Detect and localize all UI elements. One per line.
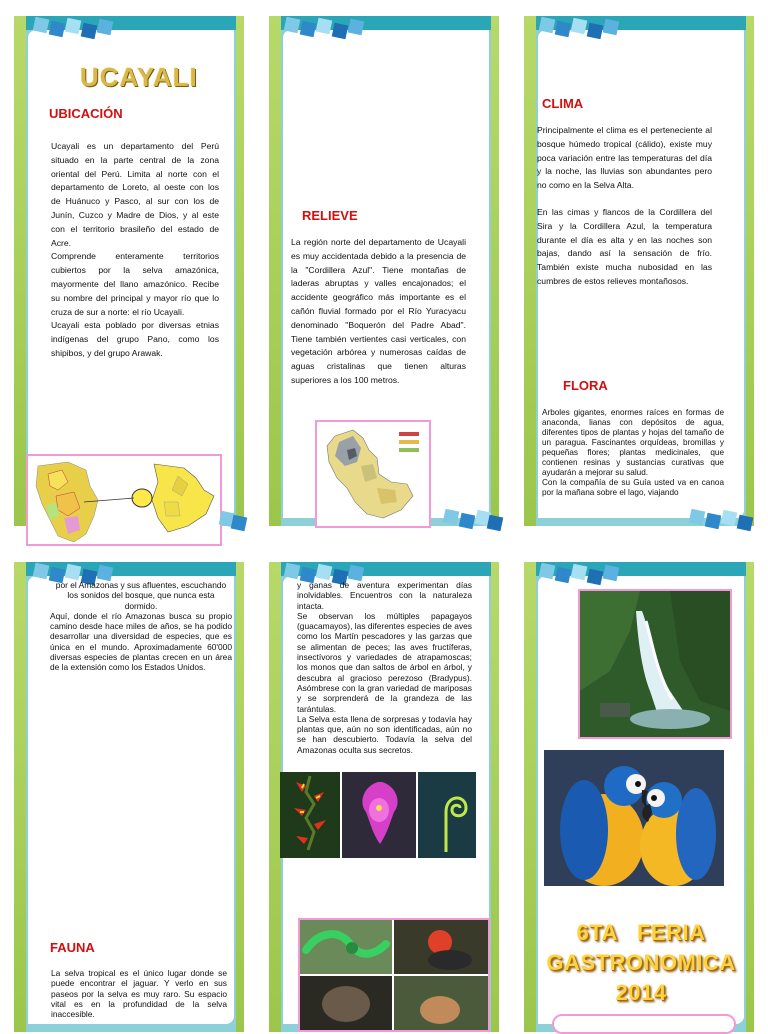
deco-square [459, 513, 476, 530]
deco-square [348, 565, 365, 582]
relieve-text [291, 236, 466, 388]
deco-square [65, 564, 82, 581]
macaw-icon [544, 750, 724, 886]
amazonas-text [50, 580, 232, 673]
deco-square [284, 563, 301, 580]
snakes-birds-photo [298, 918, 490, 1032]
flora-text [542, 408, 724, 498]
deco-square [571, 564, 588, 581]
deco-square [539, 17, 556, 34]
clima-paragraph-1: Principalmente el clima es el perteneciente al bosque húmedo tropical (cálido), existe muy poca variación entre las temperaturas del día y la noche, las lluvias son abundantes pero no como en la Selva Alta. [537, 125, 712, 191]
deco-square [97, 565, 114, 582]
green-side-bar [14, 16, 26, 526]
deco-square [316, 18, 333, 35]
deco-square [737, 515, 754, 532]
map-peru-icon [28, 456, 220, 544]
ubicacion-paragraph-2: Comprende enteramente territorios cubiertos por la selva amazónica, mayormente del llano amazónico. Recibe su nombre del principal y mayor río que lo cruza de sur a norte: el río Ucayali. [51, 251, 219, 317]
deco-square [555, 567, 572, 584]
clima-paragraph-2: En las cimas y flancos de la Cordillera del Sira y la Cordillera Azul, la temperatura durante el día es alta y en las noches son bajas, dando así la sensación de frío. También existe mucha nubosidad en las cumbres de estos relieves montañosos. [537, 206, 712, 286]
deco-square [705, 513, 722, 530]
fauna-heading: FAUNA [50, 940, 95, 955]
deco-square [487, 515, 504, 532]
deco-square [33, 563, 50, 580]
amazonas-paragraph-1: por el Amazonas y sus afluentes, escuchando los sonidos del bosque, que nunca esta dormido. [55, 580, 227, 611]
green-side-bar-right [491, 16, 499, 526]
feria-line-2: GASTRONOMICA [546, 950, 736, 975]
deco-square [97, 19, 114, 36]
clima-heading: CLIMA [542, 96, 584, 111]
flowers-photo-strip [280, 772, 476, 858]
deco-square [689, 509, 706, 526]
deco-square [33, 17, 50, 34]
green-side-bar [524, 562, 536, 1032]
aves-text [297, 580, 472, 755]
wildlife-photo-icon [300, 920, 488, 1030]
green-side-bar [524, 16, 536, 526]
deco-square [603, 565, 620, 582]
waterfall-icon [580, 591, 730, 737]
deco-square [443, 509, 460, 526]
deco-square [539, 563, 556, 580]
fauna-paragraph: La selva tropical es el único lugar donde se puede encontrar el jaguar. Y verlo en sus paseos por la selva es muy raro. Su espacio vital es en la profundidad de la selva inaccesible. [51, 968, 227, 1020]
deco-square [231, 515, 248, 532]
deco-square [316, 564, 333, 581]
waterfall-photo [578, 589, 732, 739]
relieve-heading: RELIEVE [302, 208, 358, 223]
ubicacion-heading: UBICACIÓN [49, 106, 123, 121]
page-title: UCAYALI [80, 62, 198, 92]
green-side-bar-right [746, 562, 754, 1032]
macaws-photo [544, 750, 724, 886]
map-peru-image [26, 454, 222, 546]
green-side-bar-right [236, 562, 244, 1032]
deco-square [284, 17, 301, 34]
green-side-bar [14, 562, 26, 1032]
feria-title [546, 918, 736, 1008]
deco-square [300, 21, 317, 38]
fauna-text [51, 968, 227, 1019]
relief-map-icon [317, 422, 429, 526]
ubicacion-paragraph-3: Ucayali esta poblado por diversas etnias indígenas del grupo Pano, como los shipibos, y del grupo Arawak. [51, 320, 219, 358]
bottom-pink-frame [552, 1014, 736, 1034]
green-side-bar-right [491, 562, 499, 1032]
relieve-map-image [315, 420, 431, 528]
deco-square [587, 23, 604, 40]
deco-square [81, 23, 98, 40]
feria-line-1: 6TA FERIA [576, 920, 706, 945]
aves-paragraph-1: y ganas de aventura experimentan días inolvidables. Encuentros con la naturaleza intacta. [297, 580, 472, 611]
clima-text [537, 124, 712, 289]
deco-square [332, 23, 349, 40]
deco-square [571, 18, 588, 35]
deco-square [49, 21, 66, 38]
relieve-paragraph: La región norte del departamento de Ucayali es muy accidentada debido a la presencia de la "Cordillera Azul". Tiene montañas de laderas abruptas y valles encajonados; el accidente geográfico más importante es el cañón fluvial formado por el Río Yuracyacu denominado "Boquerón del Padre Abad". Tiene también vertientes casi verticales, con vegetación arbórea y numerosas caídas de aguas cristalinas que tienen alturas superiores a los 100 metros. [291, 237, 466, 385]
ubicacion-paragraph-1: Ucayali es un departamento del Perú situado en la parte central de la zona oriental del Perú. Limita al norte con el departamento de Loreto, al oeste con los de Huánuco y Pasco, al sur con los de Junín, Cuzco y Madre de Dios, y al este con el territorio brasileño del estado de Acre. [51, 141, 219, 248]
deco-square [555, 21, 572, 38]
flora-paragraph-2: Con la compañía de su Guía usted va en canoa por la mañana sobre el lago, viajando [542, 478, 724, 497]
aves-paragraph-2: Se observan los múltiples papagayos (guacamayos), las diferentes especies de aves como los Martín pescadores y las garzas que se alimentan de peces; las aves fructíferas, insectívoros y variedades de atrapamoscas; los monos que dan saltos de árbol en árbol, y descubra al gracioso perezoso (Bradypus). Asómbrese con la gran variedad de mariposas y se sorprenderá de la grandeza de las tarántulas. [297, 610, 472, 714]
ubicacion-text [51, 140, 219, 361]
flora-heading: FLORA [563, 378, 608, 393]
green-side-bar [269, 16, 281, 526]
deco-square [721, 510, 738, 527]
deco-square [348, 19, 365, 36]
deco-square [65, 18, 82, 35]
flowers-photo-icon [280, 772, 476, 858]
deco-square [587, 569, 604, 586]
green-side-bar-right [236, 16, 244, 526]
amazonas-paragraph-2: Aquí, donde el río Amazonas busca su propio camino desde hace miles de años, se ha podido desarrollar una diversidad de especies, que es única en el mundo. Aproximadamente 60'000 diversas especies de plantas crecen en un área de la extensión como los Estados Unidos. [50, 610, 232, 673]
deco-square [603, 19, 620, 36]
green-side-bar-right [746, 16, 754, 526]
spacer [537, 193, 712, 206]
aves-paragraph-3: La Selva esta llena de sorpresas y todavía hay plantas que, aún no son identificadas, aún no se han descubierto. Todavía la selva del Amazonas oculta sus secretos. [297, 713, 472, 755]
feria-line-3: 2014 [615, 980, 667, 1005]
flora-paragraph: Arboles gigantes, enormes raíces en formas de anaconda, lianas con depósitos de agua, diferentes tipos de plantas y hojas del tamaño de un paragua. Fascinantes orquídeas, bromillas y pequeñas flores; plantas medicinales, que contienen resinas y sustancias curativas que ayudarán a mejorar su salud. [542, 408, 724, 477]
